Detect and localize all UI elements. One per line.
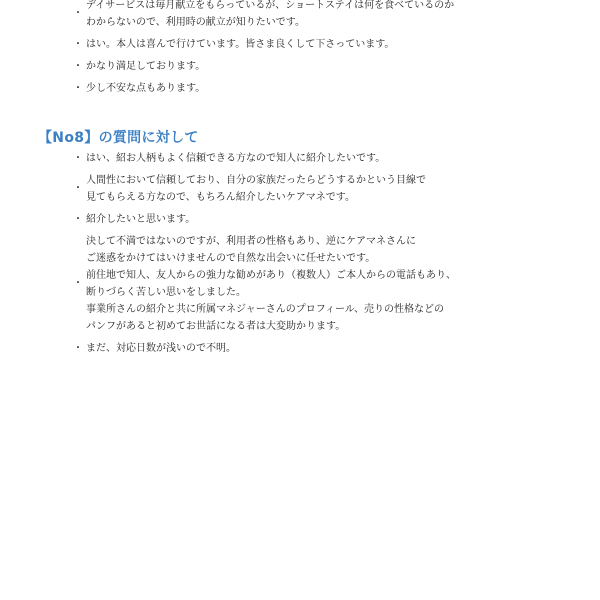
- list-item-line: かなり満足しております。: [86, 61, 206, 72]
- response-list-top: [70, 0, 540, 102]
- bullet-icon: ・: [73, 8, 83, 19]
- list-item: [70, 0, 540, 31]
- list-item: [70, 340, 540, 357]
- list-item-line: 人間性において信頼しており、自分の家族だったらどうするかという目線で: [86, 175, 426, 186]
- list-item-line: 前住地で知人、友人からの強力な勧めがあり（複数人）ご本人からの電話もあり、: [86, 270, 456, 281]
- list-item-line: まだ、対応日数が浅いので不明。: [86, 343, 236, 354]
- list-item: [70, 233, 540, 335]
- list-item-line: 断りづらく苦しい思いをしました。: [86, 287, 246, 298]
- list-item-line: わからないので、利用時の献立が知りたいです。: [86, 17, 305, 28]
- list-item-line: 紹介したいと思います。: [86, 214, 196, 225]
- bullet-icon: ・: [73, 82, 83, 94]
- section-heading: 【No8】の質問に対して: [38, 130, 199, 146]
- bullet-icon: ・: [73, 38, 83, 50]
- list-item-line: ご迷惑をかけてはいけませんので自然な出会いに任せたいです。: [86, 253, 376, 264]
- list-item-line: はい。本人は喜んで行けています。皆さま良くして下さっています。: [86, 39, 395, 50]
- bullet-icon: ・: [73, 342, 83, 354]
- list-item-line: デイサービスは毎月献立をもらっているが、ショートステイは何を食べているのか: [86, 0, 455, 11]
- list-item-line: はい、紹お人柄もよく信頼できる方なので知人に紹介したいです。: [86, 153, 386, 164]
- bullet-icon: ・: [73, 60, 83, 72]
- bullet-icon: ・: [73, 213, 83, 225]
- bullet-icon: ・: [73, 152, 83, 164]
- bullet-icon: ・: [73, 278, 83, 289]
- list-item-line: 見てもらえる方なので、もちろん紹介したいケアマネです。: [86, 192, 355, 203]
- list-item: [70, 150, 540, 167]
- response-list-no8: [70, 150, 540, 362]
- list-item: [70, 36, 540, 53]
- list-item: [70, 80, 540, 97]
- list-item-line: パンフがあると初めてお世話になる者は大変助かります。: [86, 321, 346, 332]
- list-item: [70, 211, 540, 228]
- bullet-icon: ・: [73, 183, 83, 194]
- list-item-line: 決して不満ではないのですが、利用者の性格もあり、逆にケアマネさんに: [86, 236, 416, 247]
- list-item-line: 少し不安な点もあります。: [86, 83, 206, 94]
- list-item: [70, 172, 540, 206]
- list-item: [70, 58, 540, 75]
- list-item-line: 事業所さんの紹介と共に所属マネジャーさんのプロフィール、売りの性格などの: [86, 304, 444, 315]
